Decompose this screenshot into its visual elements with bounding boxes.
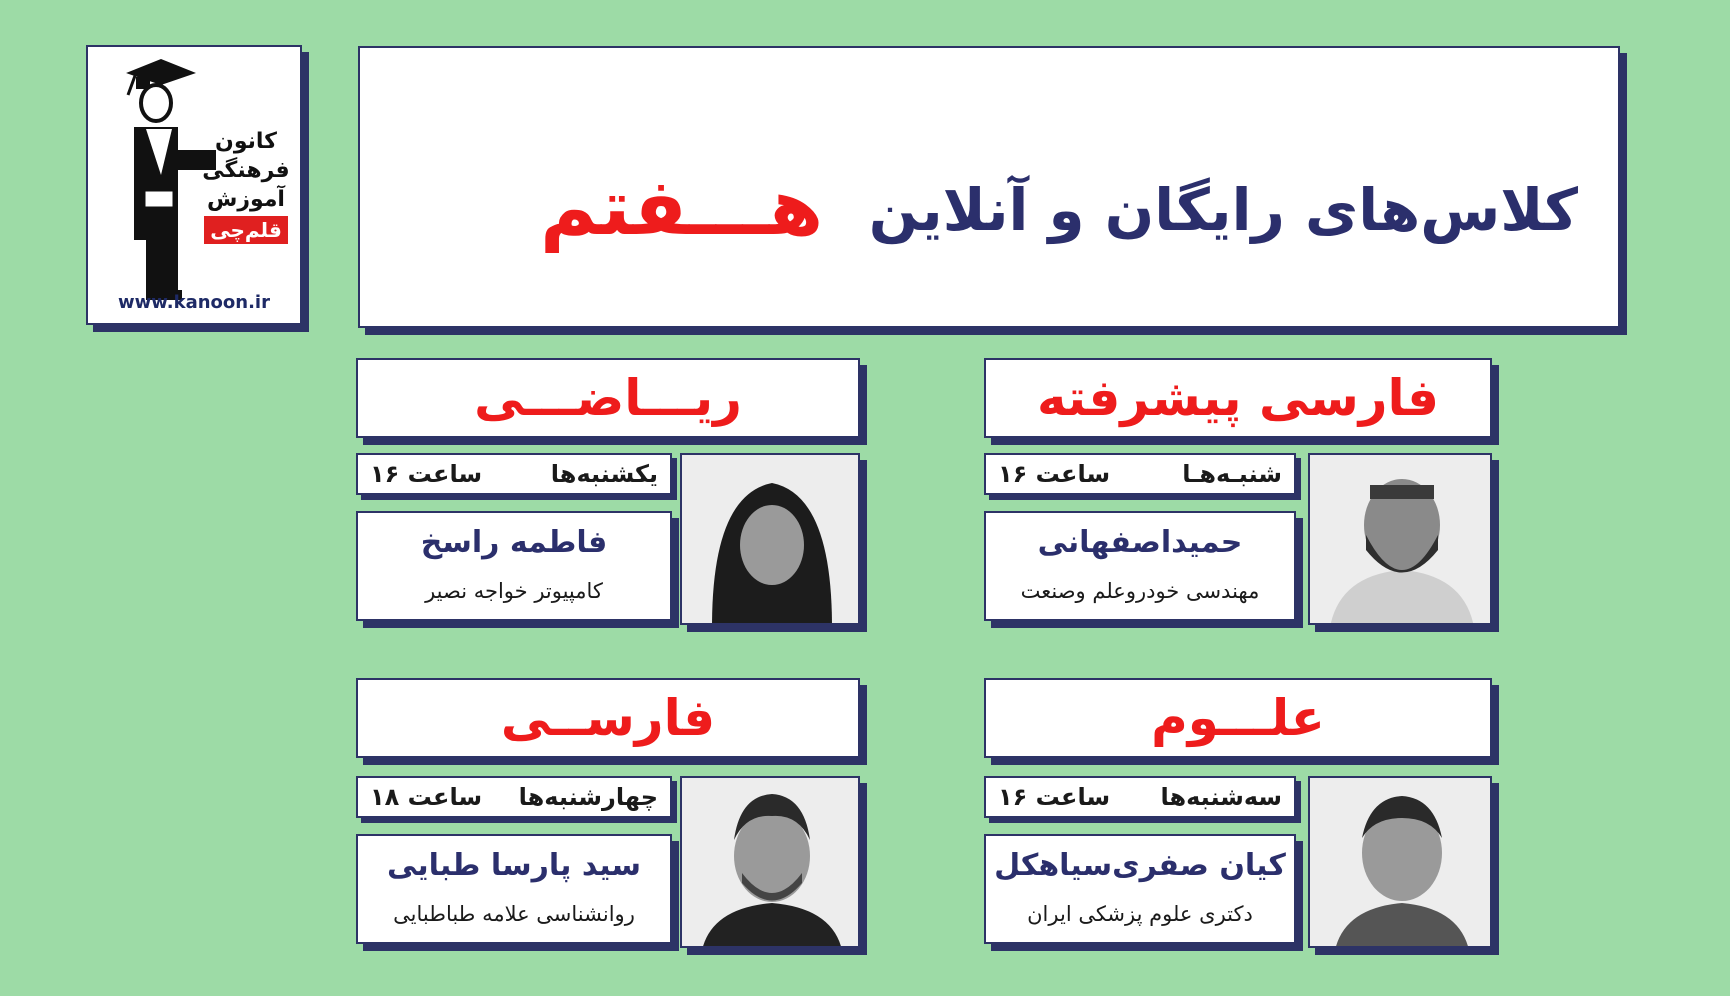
time-label: ساعت ۱۶ xyxy=(370,460,483,488)
logo-word-1: کانون xyxy=(215,129,277,154)
schedule-bar xyxy=(984,776,1296,818)
teacher-card xyxy=(984,834,1296,944)
subject-label: فارسی پیشرفته xyxy=(1036,369,1440,427)
person-avatar-icon xyxy=(1310,778,1492,948)
logo-word-4: قلم‌چی xyxy=(204,216,288,244)
subject-label: ریـــاضـــی xyxy=(474,369,742,427)
teacher-name: فاطمه راسخ xyxy=(420,525,608,560)
title-banner xyxy=(358,46,1620,328)
subject-header xyxy=(356,678,860,758)
day-label: شنبـه‌هـا xyxy=(1182,460,1282,488)
subject-label: علـــوم xyxy=(1151,689,1325,747)
logo-word-3: آموزش xyxy=(207,187,285,212)
subject-header xyxy=(356,358,860,438)
day-label: یکشنبه‌ها xyxy=(550,460,658,488)
day-label: سه‌شنبه‌ها xyxy=(1160,783,1282,811)
time-label: ساعت ۱۶ xyxy=(998,460,1111,488)
logo-word-2: فرهنگی xyxy=(202,158,290,183)
person-avatar-icon xyxy=(682,455,860,625)
subject-header xyxy=(984,678,1492,758)
teacher-university: روانشناسی علامه طباطبایی xyxy=(393,902,635,926)
schedule-bar xyxy=(356,453,672,495)
teacher-photo xyxy=(680,453,860,625)
teacher-name: حمیداصفهانی xyxy=(1037,525,1243,560)
person-avatar-icon xyxy=(1310,455,1492,625)
teacher-photo xyxy=(1308,776,1492,948)
grade-label: هـــفتم xyxy=(540,163,824,253)
teacher-photo xyxy=(1308,453,1492,625)
teacher-university: مهندسی خودروعلم وصنعت xyxy=(1020,579,1260,603)
teacher-card xyxy=(356,511,672,621)
banner-title: کلاس‌های رایگان و آنلاین xyxy=(868,176,1578,244)
teacher-card xyxy=(356,834,672,944)
teacher-name: کیان صفری‌سیاهکل xyxy=(994,848,1286,883)
subject-header xyxy=(984,358,1492,438)
teacher-university: کامپیوتر خواجه نصیر xyxy=(425,579,603,603)
teacher-photo xyxy=(680,776,860,948)
teacher-name: سید پارسا طبایی xyxy=(387,848,641,883)
schedule-bar xyxy=(356,776,672,818)
schedule-bar xyxy=(984,453,1296,495)
time-label: ساعت ۱۸ xyxy=(370,783,483,811)
person-avatar-icon xyxy=(682,778,860,948)
website-link[interactable]: www.kanoon.ir xyxy=(118,292,270,313)
teacher-card xyxy=(984,511,1296,621)
kanoon-logo[interactable] xyxy=(86,45,302,325)
subject-label: فارســی xyxy=(500,689,716,747)
day-label: چهارشنبه‌ها xyxy=(518,783,658,811)
teacher-university: دکتری علوم پزشکی ایران xyxy=(1027,902,1253,926)
time-label: ساعت ۱۶ xyxy=(998,783,1111,811)
